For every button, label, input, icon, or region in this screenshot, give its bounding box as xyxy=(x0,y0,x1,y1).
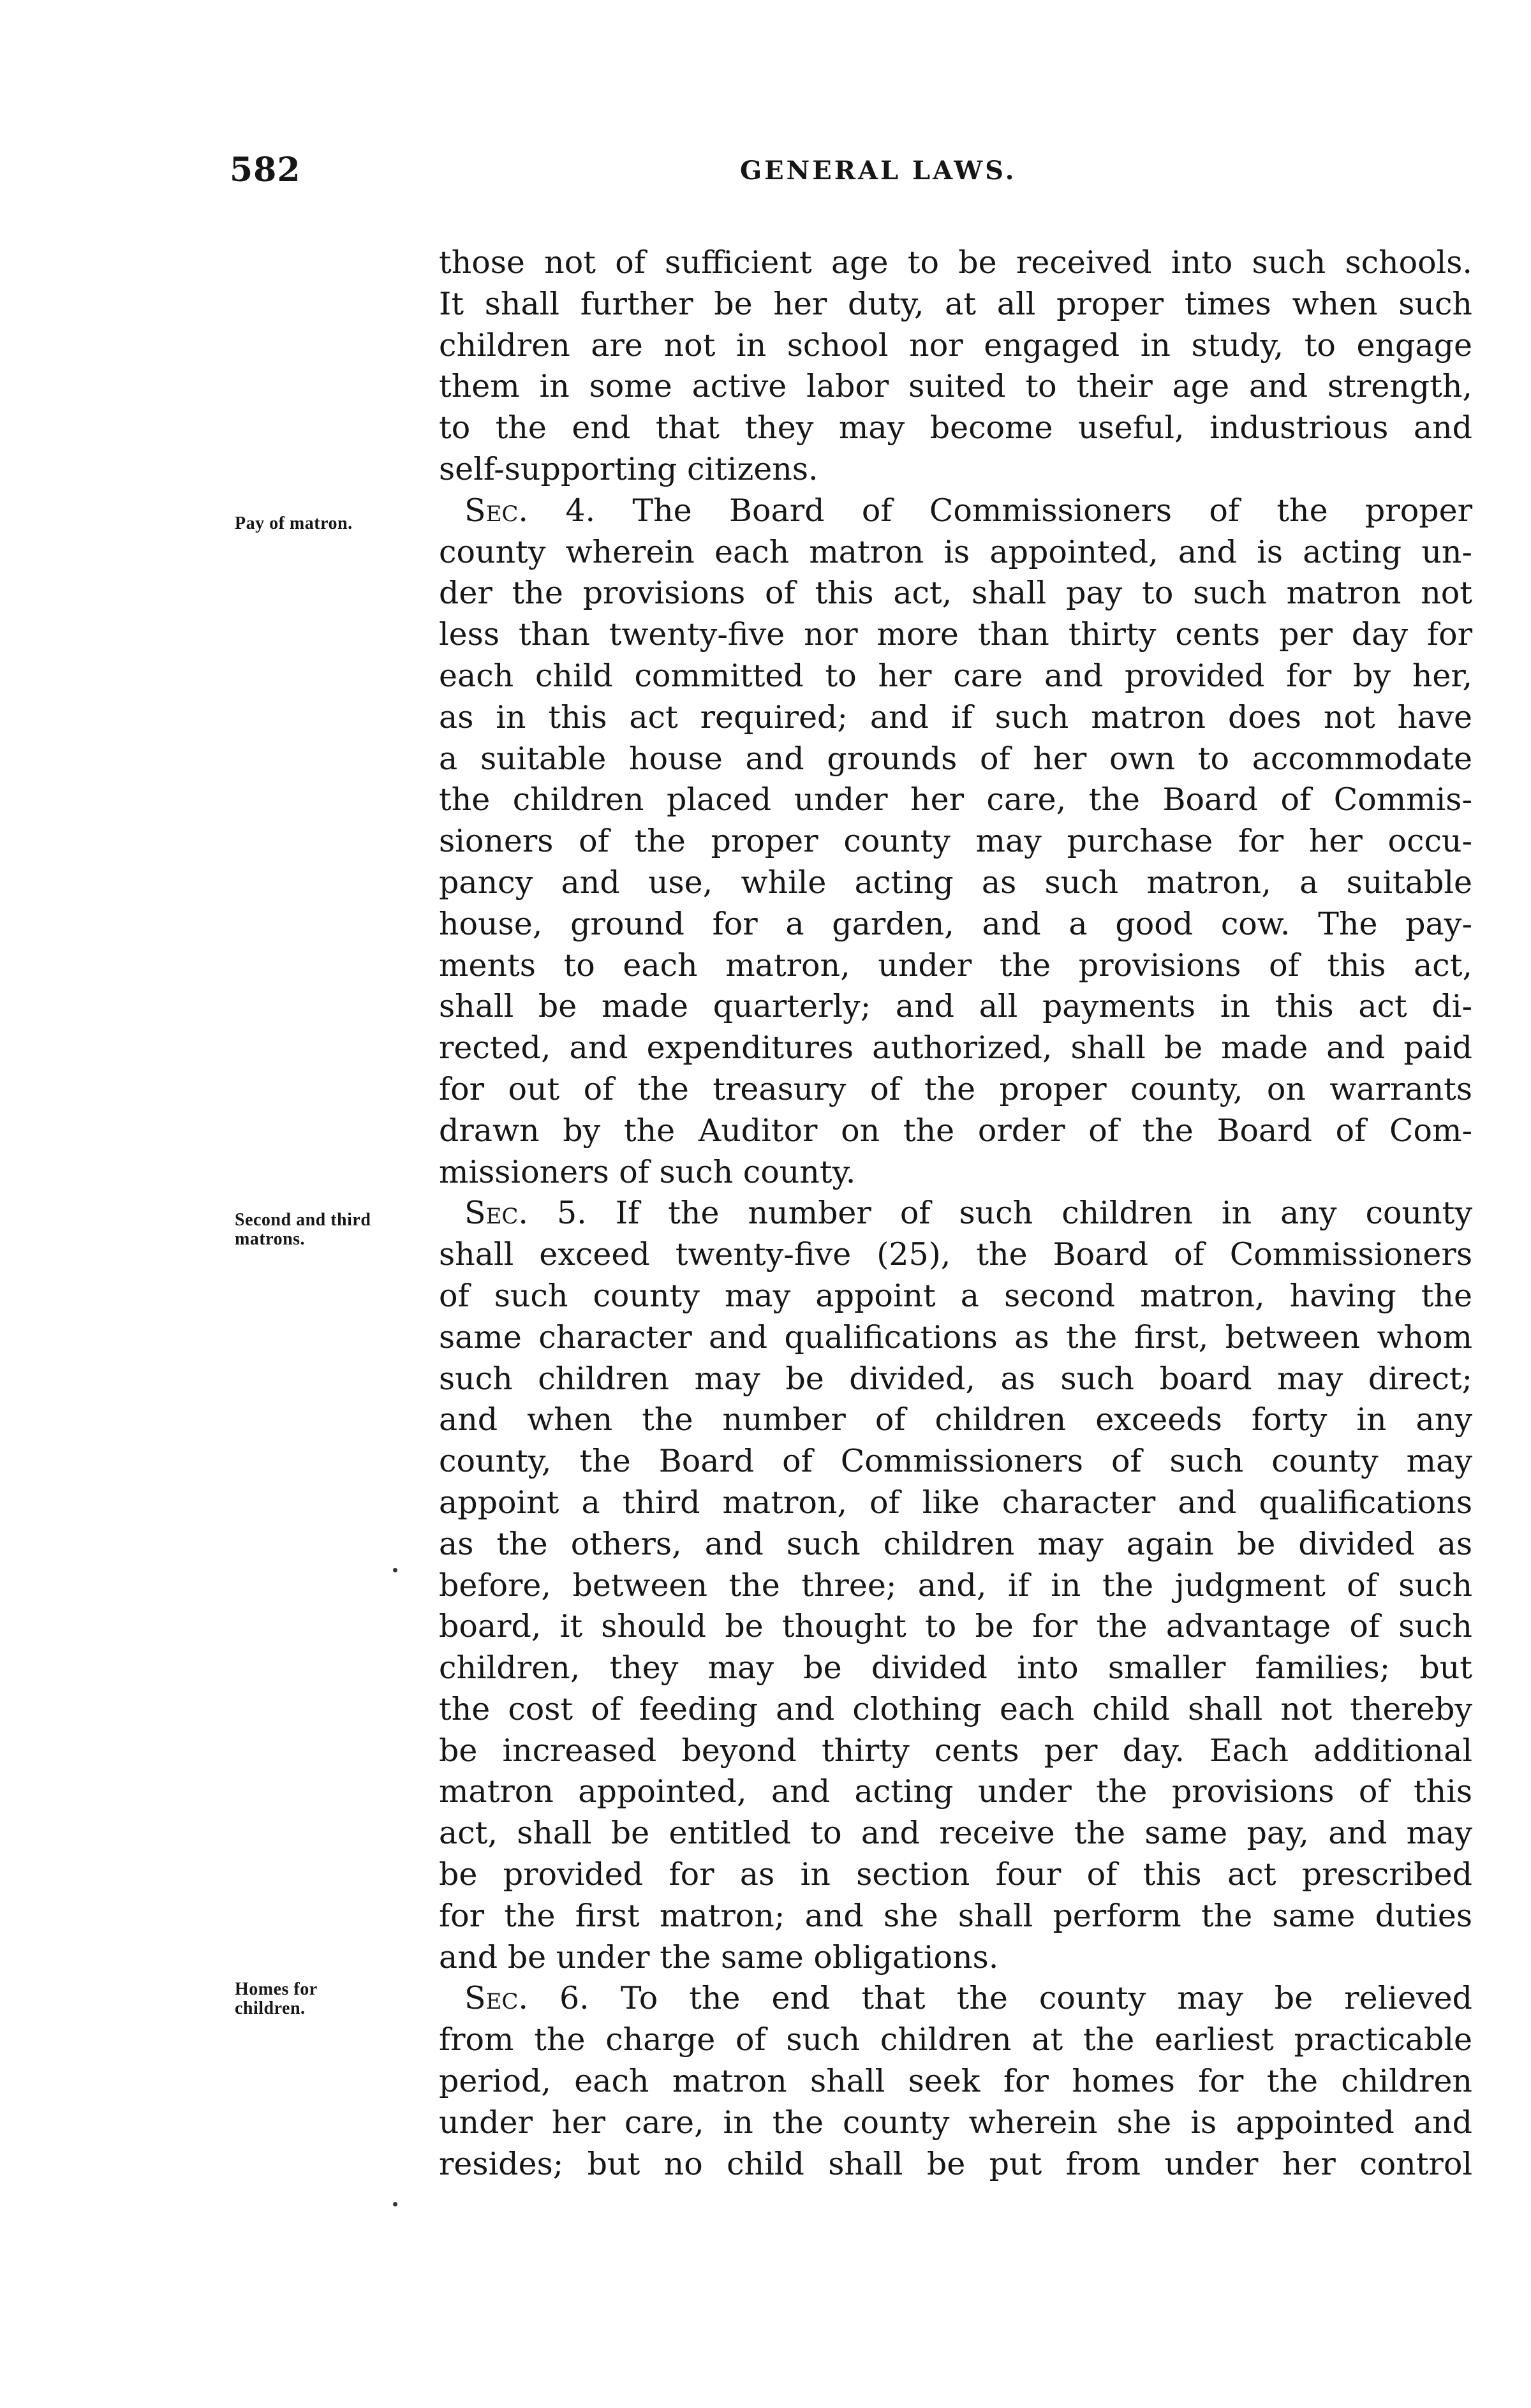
text-line: pancy and use, while acting as such matron, a suitable xyxy=(439,864,1472,901)
text-line: self-supporting citizens. xyxy=(439,450,818,487)
text-line: appoint a third matron, of like character and qualifications xyxy=(439,1484,1472,1521)
sidenote-pay-of-matron: Pay of matron. xyxy=(235,513,353,533)
section-label: Sec. 5. xyxy=(464,1195,587,1232)
scan-speck xyxy=(393,1568,397,1572)
text-line: It shall further be her duty, at all proper times when such xyxy=(439,285,1472,322)
text-line: children, they may be divided into smaller families; but xyxy=(439,1650,1472,1687)
text-line: such children may be divided, as such board may direct; xyxy=(439,1360,1472,1397)
text-line: those not of sufficient age to be received into such schools. xyxy=(439,244,1472,281)
text-line: a suitable house and grounds of her own to accommodate xyxy=(439,740,1472,777)
text-line: county wherein each matron is appointed, and is acting un- xyxy=(439,533,1472,570)
text-line: each child committed to her care and provided for by her, xyxy=(439,657,1472,694)
scan-speck xyxy=(393,2202,397,2206)
body-text xyxy=(439,242,1472,2185)
text-line: der the provisions of this act, shall pay to such matron not xyxy=(439,575,1472,612)
text-line: shall exceed twenty-five (25), the Board of Commissioners xyxy=(439,1236,1472,1273)
text-line: same character and qualifications as the first, between whom xyxy=(439,1318,1472,1355)
text-line: from the charge of such children at the earliest practicable xyxy=(439,2021,1472,2058)
text-line: drawn by the Auditor on the order of the Board of Com- xyxy=(439,1112,1472,1149)
text-line: The Board of Commissioners of the proper xyxy=(632,492,1472,529)
text-line: as the others, and such children may again be divided as xyxy=(439,1525,1472,1562)
text-line: rected, and expenditures authorized, shall be made and paid xyxy=(439,1030,1472,1067)
text-line: the cost of feeding and clothing each child shall not thereby xyxy=(439,1690,1472,1727)
text-line: less than twenty-five nor more than thirty cents per day for xyxy=(439,616,1472,653)
text-line: sioners of the proper county may purchase for her occu- xyxy=(439,823,1472,860)
text-line: children are not in school nor engaged in study, to engage xyxy=(439,327,1472,364)
text-line: be increased beyond thirty cents per day. Each additional xyxy=(439,1732,1472,1769)
text-line: shall be made quarterly; and all payments in this act di- xyxy=(439,988,1472,1025)
text-line: and when the number of children exceeds forty in any xyxy=(439,1401,1472,1438)
text-line: as in this act required; and if such matron does not have xyxy=(439,698,1472,735)
section-6-first-line xyxy=(439,1978,1472,2020)
text-line: If the number of such children in any county xyxy=(615,1195,1473,1232)
text-line: board, it should be thought to be for the advantage of such xyxy=(439,1608,1472,1645)
text-line: the children placed under her care, the Board of Commis- xyxy=(439,781,1472,818)
text-line: them in some active labor suited to their age and strength, xyxy=(439,368,1472,405)
section-4-first-line xyxy=(439,491,1472,532)
text-line: To the end that the county may be relieved xyxy=(620,1980,1472,2017)
text-line: of such county may appoint a second matron, having the xyxy=(439,1277,1472,1314)
text-line: under her care, in the county wherein she is appointed and xyxy=(439,2104,1472,2141)
text-line: to the end that they may become useful, industrious and xyxy=(439,410,1472,447)
page-number: 582 xyxy=(230,151,301,189)
text-line: period, each matron shall seek for homes for the children xyxy=(439,2063,1472,2100)
text-line: before, between the three; and, if in the judgment of such xyxy=(439,1567,1472,1604)
section-label: Sec. 4. xyxy=(464,492,596,529)
text-line: county, the Board of Commissioners of such county may xyxy=(439,1443,1472,1480)
text-line: for the first matron; and she shall perform the same duties xyxy=(439,1897,1472,1934)
section-5-first-line xyxy=(439,1193,1472,1234)
sidenote-homes-for-children: Homes for children. xyxy=(235,1979,318,2018)
text-line: ments to each matron, under the provisions of this act, xyxy=(439,947,1472,984)
running-head: GENERAL LAWS. xyxy=(740,156,1017,186)
text-line: be provided for as in section four of this act prescribed xyxy=(439,1856,1472,1893)
text-line: for out of the treasury of the proper county, on warrants xyxy=(439,1070,1472,1107)
text-line: house, ground for a garden, and a good cow. The pay- xyxy=(439,905,1472,942)
section-label: Sec. 6. xyxy=(464,1980,589,2017)
text-line: matron appointed, and acting under the provisions of this xyxy=(439,1773,1472,1810)
text-line: and be under the same obligations. xyxy=(439,1939,999,1976)
text-line: resides; but no child shall be put from under her control xyxy=(439,2145,1472,2182)
text-line: missioners of such county. xyxy=(439,1153,856,1190)
text-line: act, shall be entitled to and receive the same pay, and may xyxy=(439,1815,1472,1852)
sidenote-second-third-matrons: Second and third matrons. xyxy=(235,1210,371,1249)
